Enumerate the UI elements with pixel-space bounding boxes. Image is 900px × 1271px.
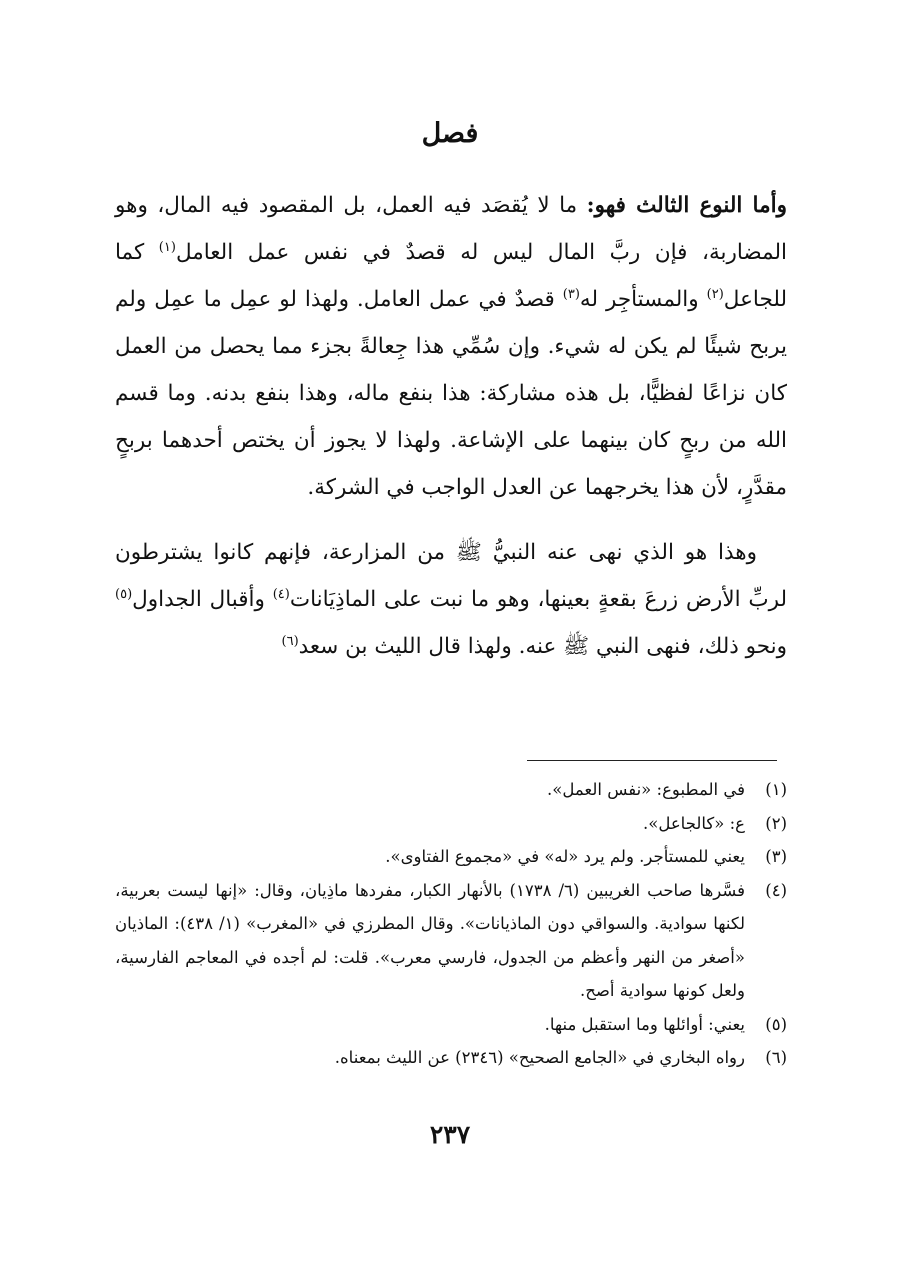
footnote-divider bbox=[527, 760, 777, 761]
paragraph-1 bbox=[115, 182, 787, 511]
footnote-ref-2[interactable]: (٢) bbox=[706, 286, 724, 302]
section-heading: فصل bbox=[421, 118, 479, 149]
footnote-text: يعني: أوائلها وما استقبل منها. bbox=[544, 1014, 745, 1034]
footnote-number: (٥) bbox=[765, 1014, 787, 1034]
footnote-number: (٣) bbox=[765, 847, 787, 866]
text-segment: ما لا يُقصَد فيه العمل، بل المقصود فيه المال، وهو المضاربة، فإن ربَّ المال ليس له قصدٌ في نفس عمل العامل bbox=[115, 193, 787, 265]
text-segment: وهذا هو الذي نهى عنه النبيُّ ﷺ من المزارعة، فإنهم كانوا يشترطون لربِّ الأرض زرعَ بقعةٍ بعينها، وهو ما نبت على الماذِيَانات bbox=[115, 540, 787, 612]
footnote-text: في المطبوع: «نفس العمل». bbox=[547, 780, 745, 799]
footnote-ref-number: ٤ bbox=[277, 586, 285, 602]
footnote-item bbox=[115, 807, 787, 841]
footnote-number: (٦) bbox=[765, 1048, 787, 1067]
footnote-number: (٤) bbox=[765, 880, 787, 900]
footnotes-list bbox=[115, 773, 787, 1075]
footnote-text: ع: «كالجاعل». bbox=[642, 813, 745, 833]
footnote-item bbox=[115, 874, 787, 1008]
footnote-ref-6[interactable]: (٦) bbox=[281, 633, 299, 649]
footnote-ref-3[interactable]: (٣) bbox=[562, 286, 580, 302]
footnote-ref-number: ٥ bbox=[120, 586, 128, 602]
footnote-text: فسَّرها صاحب الغريبين (٦/ ١٧٣٨) بالأنهار الكبار، مفردها ماذِيان، وقال: «إنها ليست بعربية، لكنها سوادية. والسواقي دون الماذيانات». وقال المطرزي في «المغرب» (١/ ٤٣٨): الماذيان «أصغر من النهر وأعظم من الجدول، فارسي معرب». قلت: لم أجده في المعاجم الفارسية، ولعل كونها سوادية أصح. bbox=[115, 880, 745, 1000]
footnote-ref-number: ٦ bbox=[286, 633, 294, 649]
footnote-ref-5[interactable]: (٥) bbox=[115, 586, 133, 602]
text-segment: ونحو ذلك، فنهى النبي ﷺ عنه. ولهذا قال الليث بن سعد bbox=[298, 634, 787, 659]
paragraph-lead: وأما النوع الثالث فهو: bbox=[586, 193, 787, 218]
body-text bbox=[115, 182, 787, 670]
footnote-ref-number: ٣ bbox=[567, 286, 575, 302]
footnote-number: (١) bbox=[765, 780, 787, 799]
footnote-item bbox=[115, 1041, 787, 1075]
text-segment: والمستأجِر له bbox=[579, 287, 707, 312]
text-segment: قصدٌ في عمل العامل. ولهذا لو عمِل ما عمِل ولم يربح شيئًا لم يكن له شيء. وإن سُمِّي هذا جِعالةً بجزء مما يحصل من العمل كان نزاعًا لفظيًّا، بل هذه مشاركة: هذا بنفع ماله، وهذا بنفع بدنه. وما قسم الله من ربحٍ كان بينهما على الإشاعة. ولهذا لا يجوز أن يختص أحدهما بربحٍ مقدَّرٍ، لأن هذا يخرجهما عن العدل الواجب في الشركة. bbox=[115, 287, 787, 500]
footnote-ref-number: ١ bbox=[163, 239, 171, 255]
paragraph-2 bbox=[115, 529, 787, 670]
footnote-text: يعني للمستأجر. ولم يرد «له» في «مجموع الفتاوى». bbox=[385, 847, 745, 866]
footnote-text: رواه البخاري في «الجامع الصحيح» (٢٣٤٦) عن الليث بمعناه. bbox=[334, 1048, 745, 1067]
footnote-item bbox=[115, 773, 787, 807]
footnote-ref-1[interactable]: (١) bbox=[158, 239, 176, 255]
page-number: ٢٣٧ bbox=[429, 1120, 471, 1149]
text-segment: كما للجاعل bbox=[115, 240, 787, 312]
footnote-ref-number: ٢ bbox=[711, 286, 719, 302]
text-segment: وأقبال الجداول bbox=[132, 587, 273, 612]
footnote-item bbox=[115, 840, 787, 874]
footnote-item bbox=[115, 1008, 787, 1042]
footnote-number: (٢) bbox=[765, 813, 787, 833]
footnote-ref-4[interactable]: (٤) bbox=[272, 586, 290, 602]
